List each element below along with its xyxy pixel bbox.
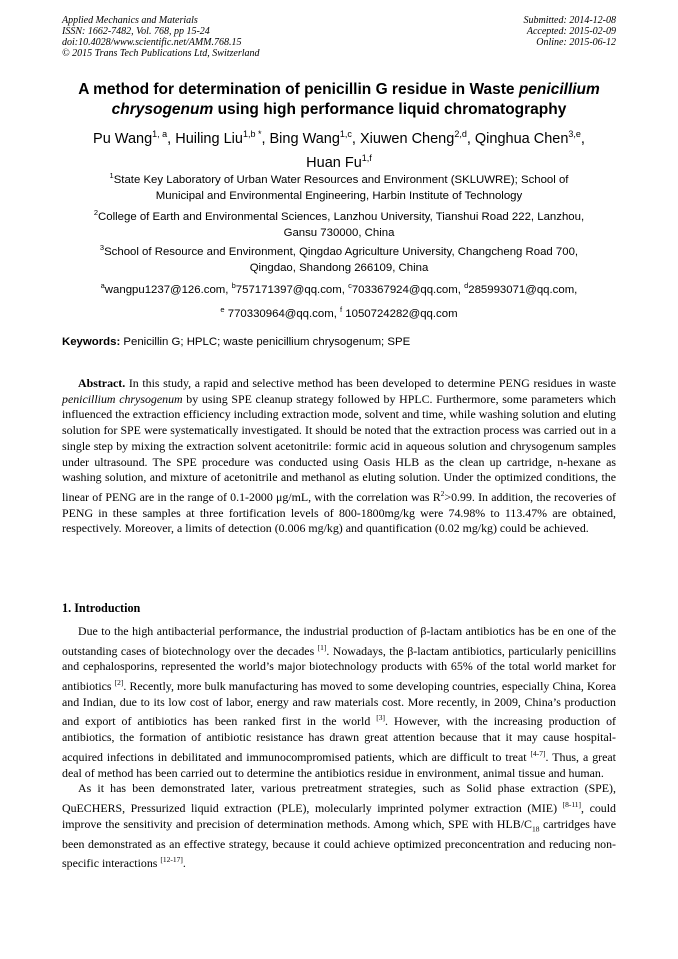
online-date: Online: 2015-06-12	[536, 37, 616, 48]
issn: ISSN: 1662-7482, Vol. 768, pp 15-24	[62, 26, 210, 37]
author: Bing Wang$^{1,c}$,	[269, 129, 360, 147]
paragraph: Due to the high antibacterial performance, the industrial production of β-lactam antibiotics has be en one of the outstanding cases of biotechnology over the decades [1]. Nowadays, the β-lactam antibiotics, particularly penicillins and cephalosporins, represented the world’s major biotechnology products with 65% of the total world market for antibiotics [2]. Recently, more bulk manufacturing has moved to some developing countries, especially China, Korea and Indian, due to its low cost of labor, energy and raw materials cost. More recently, in 2009, China’s production and export of antibiotics has been ranked first in the world [3]. However, with the increasing production of antibiotics, the formation of antibiotic resistance has drawn great attention because that it may cause hospital-acquired infections in debilitated and immunocompromised patients, which are difficult to treat [4-7]. Thus, a great deal of method has been carried out to determine the antibiotics residue in environment, animal tissue and human.	[62, 624, 616, 780]
accepted-date: Accepted: 2015-02-09	[526, 26, 616, 37]
keywords-text: Penicillin G; HPLC; waste penicillium chrysogenum; SPE	[120, 336, 411, 348]
affiliation: $^2$College of Earth and Environmental Sciences, Lanzhou University, Tianshui Road 222, Lanzhou, Gansu 730000, China	[93, 208, 585, 239]
author: Pu Wang$^{1, a}$,	[93, 129, 176, 147]
author: Huiling Liu$^{1,b *}$,	[175, 129, 270, 147]
introduction-text	[62, 624, 616, 872]
author: Xiuwen Cheng$^{2,d}$,	[359, 129, 475, 147]
keywords	[62, 335, 616, 349]
submitted-date: Submitted: 2014-12-08	[523, 15, 616, 26]
doi: doi:10.4028/www.scientific.net/AMM.768.15	[62, 37, 242, 48]
author: Huan Fu$^{1,f}$	[306, 152, 372, 171]
paragraph: As it has been demonstrated later, various pretreatment strategies, such as Solid phase extraction (SPE), QuECHERS, Pressurized liquid extraction (PLE), molecularly imprinted polymer extraction (MIE) [8-11], could improve the sensitivity and precision of determination methods. Among which, SPE with HLB/$C_{18}$ cartridges have been demonstrated as an effective strategy, because it could achieve optimized preconcentration and reducing non-specific interactions [12-17].	[62, 781, 616, 871]
email-list: $^a$wangpu1237@126.com, $^b$757171397@qq.com, $^c$703367924@qq.com, $^d$285993071@qq.com, $^e$ 770330964@qq.com, $^f$ 1050724282@qq.com	[100, 281, 578, 320]
keywords-label: Keywords:	[62, 336, 121, 348]
author-list	[40, 125, 638, 173]
author: Qinghua Chen$^{3,e}$,	[474, 129, 585, 147]
paper-title: A method for determination of penicillin G residue in Waste penicillium chrysogenum using high performance liquid chromatography	[78, 81, 600, 118]
journal-header	[62, 15, 260, 59]
section-heading: 1. Introduction	[62, 601, 141, 615]
affiliation: $^3$School of Resource and Environment, Qingdao Agriculture University, Changcheng Road 700, Qingdao, Shandong 266109, China	[99, 243, 579, 274]
dates-header	[524, 15, 617, 48]
affiliation: $^1$State Key Laboratory of Urban Water Resources and Environment (SKLUWRE); School of Municipal and Environmental Engineering, Harbin Institute of Technology	[109, 171, 569, 202]
abstract: Abstract. In this study, a rapid and selective method has been developed to determine PENG residues in waste penicillium chrysogenum by using SPE cleanup strategy followed by HPLC. Furthermore, some parameters which influenced the extraction efficiency including extraction mode, solvent and time, while washing solution and eluting solution for SPE were systematically investigated. It should be noted that the extraction process was carried out in a single step by mixing the extraction solvent acetonitrile: formic acid in aqueous solution and chrysogenum samples under ultrasound. The SPE procedure was conducted using Oasis HLB as the clean up cartridge, n-hexane as washing solution, and mixture of acetonitrile and methanol as eluting solution. Under the optimized conditions, the linear of PENG are in the range of 0.1-2000 μg/mL, with the correlation was $R^2>0.99$. In addition, the recoveries of PENG in these samples at three fortification levels of 800-1800mg/kg were 74.98% to 113.47% are obtained, respectively. Moreover, a limits of detection (0.006 mg/kg) and quantification (0.02 mg/kg) could be achieved.	[62, 376, 616, 536]
copyright: © 2015 Trans Tech Publications Ltd, Switzerland	[62, 48, 260, 59]
journal-name: Applied Mechanics and Materials	[62, 15, 198, 26]
abstract-label: Abstract.	[78, 376, 126, 390]
